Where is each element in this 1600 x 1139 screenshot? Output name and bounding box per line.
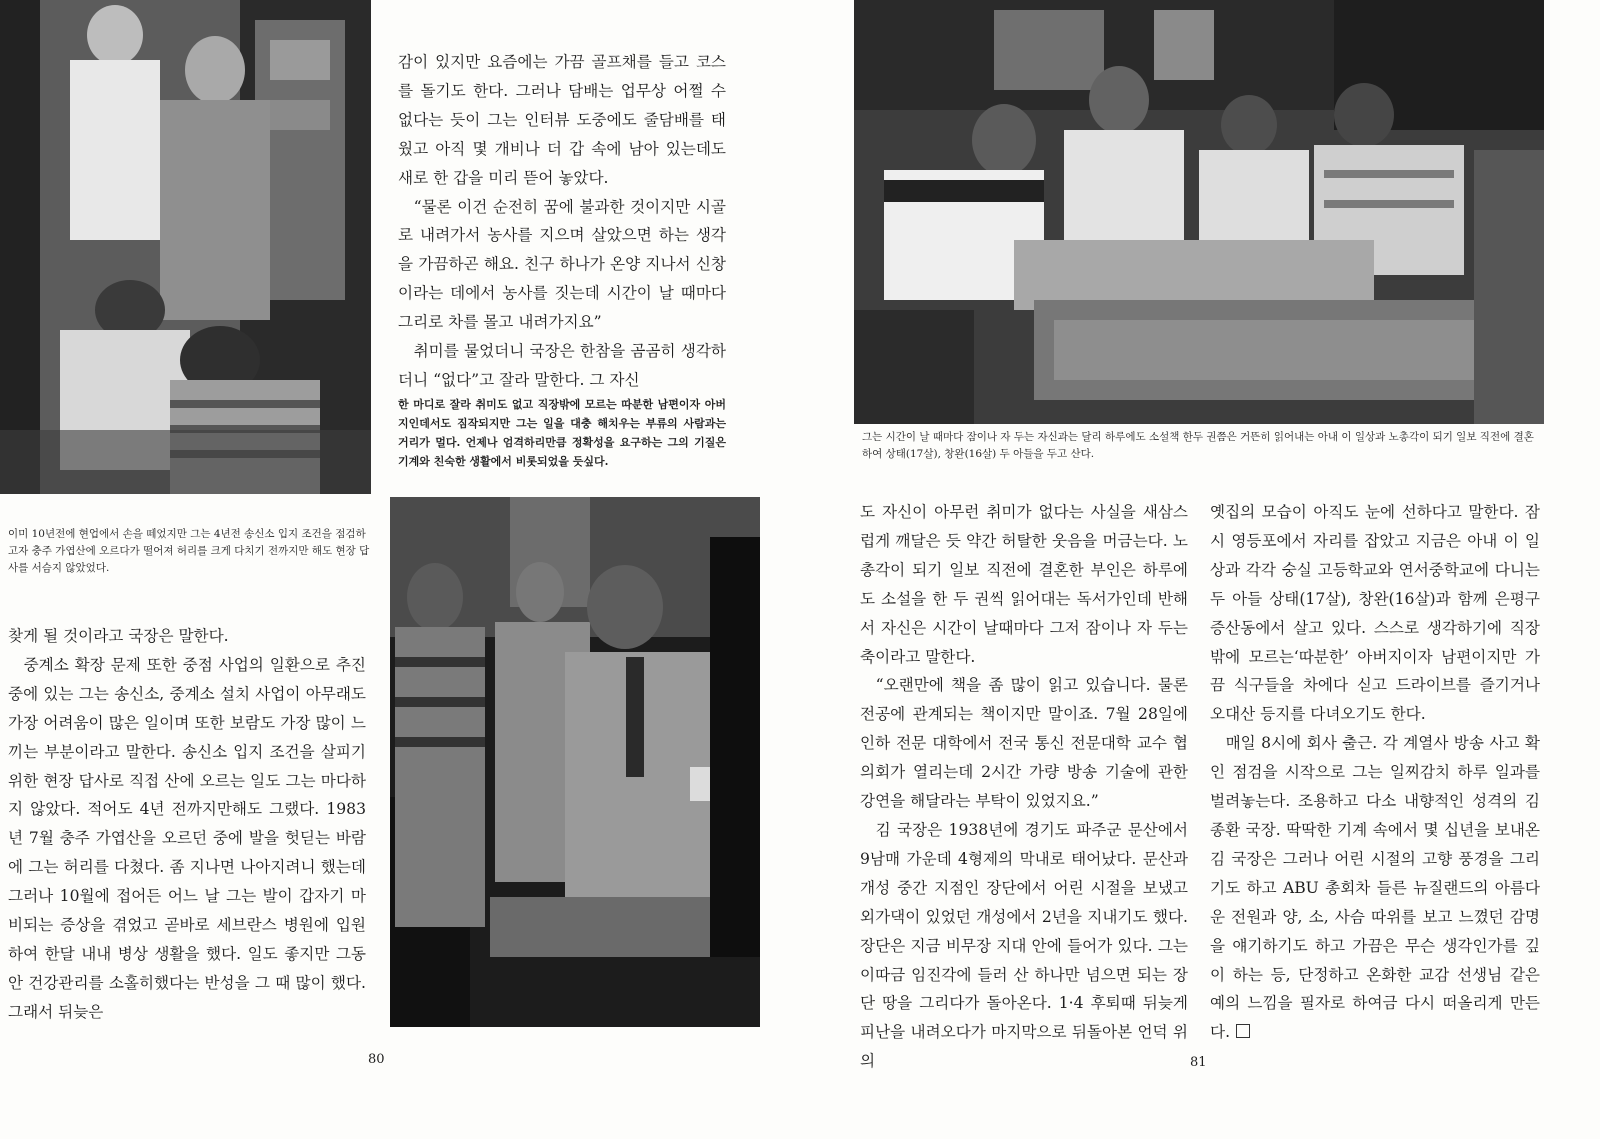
photo-caption-right: 그는 시간이 날 때마다 잠이나 자 두는 자신과는 달리 하루에도 소설책 한두 권쯤은 거뜬히 읽어내는 아내 이 일상과 노총각이 되기 일보 직전에 결혼하여 상태(17살), 창완(16살) 두 아들을 두고 산다. — [862, 431, 1534, 460]
paragraph: 취미를 물었더니 국장은 한참을 곰곰히 생각하더니 “없다”고 잘라 말한다. 그 자신 — [398, 342, 726, 389]
right-page-column-a — [860, 498, 1188, 1076]
photo-transmitter-room — [0, 0, 371, 494]
paragraph: “물론 이건 순전히 꿈에 불과한 것이지만 시골로 내려가서 농사를 지으며 살았으면 하는 생각을 가끔하곤 해요. 친구 하나가 온양 지나서 신창이라는 데에서 농사를 짓는데 시간이 날 때마다 그리로 차를 몰고 내려가지요” — [398, 197, 726, 332]
paragraph: 도 자신이 아무런 취미가 없다는 사실을 새삼스럽게 깨달은 듯 약간 허탈한 웃음을 머금는다. 노총각이 되기 일보 직전에 결혼한 부인은 하루에도 소설을 한 두 권씩 읽어대는 독서가인데 반해서 자신은 시간이 날때마다 그저 잠이나 자 두는 축이라고 말한다. — [860, 503, 1188, 666]
paragraph: “오랜만에 책을 좀 많이 읽고 있습니다. 물론 전공에 관계되는 책이지만 말이죠. 7월 28일에 인하 전문 대학에서 전국 통신 전문대학 교수 협의회가 열리는데 2시간 가량 방송 기술에 관한 강연을 해달라는 부탁이 있었지요.” — [860, 676, 1188, 811]
photo-team-inspection — [390, 497, 760, 1027]
paragraph-small: 한 마디로 잘라 취미도 없고 직장밖에 모르는 따분한 남편이자 아버지인데서도 짐작되지만 그는 일을 대충 해치우는 부류의 사람과는 거리가 멀다. 언제나 엄격하리만큼 정확성을 요구하는 그의 기질은 기계와 친숙한 생활에서 비롯되었을 듯싶다. — [398, 397, 726, 468]
paragraph: 찾게 될 것이라고 국장은 말한다. — [8, 627, 229, 645]
paragraph: 감이 있지만 요즘에는 가끔 골프채를 들고 코스를 돌기도 한다. 그러나 담배는 업무상 어쩔 수 없다는 듯이 그는 인터뷰 도중에도 줄담배를 태웠고 아직 몇 개비나 더 갑 속에 남아 있는데도 새로 한 갑을 미리 뜯어 놓았다. — [398, 53, 726, 187]
paragraph: 중계소 확장 문제 또한 중점 사업의 일환으로 추진 중에 있는 그는 송신소, 중계소 설치 사업이 아무래도 가장 어려움이 많은 일이며 또한 보람도 가장 많이 느끼는 부분이라고 말한다. 송신소 입지 조건을 살피기 위한 현장 답사로 직접 산에 오르는 일도 그는 마다하지 않았다. 적어도 4년 전까지만해도 그랬다. 1983년 7월 충주 가엽산을 오르던 중에 발을 헛딛는 바람에 그는 허리를 다쳤다. 좀 지나면 나아지려니 했는데 그러나 10월에 접어든 어느 날 그는 발이 갑자기 마비되는 증상을 겪었고 곧바로 세브란스 병원에 입원하여 한달 내내 병상 생활을 했다. 일도 좋지만 그동안 건강관리를 소홀히했다는 반성을 그 때 많이 했다. 그래서 뒤늦은 — [8, 655, 366, 1021]
paragraph-text: 매일 8시에 회사 출근. 각 계열사 방송 사고 확인 점검을 시작으로 그는 일찌감치 하루 일과를 벌려놓는다. 조용하고 다소 내향적인 성격의 김 종환 국장. 딱딱한 기계 속에서 몇 십년을 보내온 김 국장은 그러나 어린 시절의 고향 풍경을 그리기도 하고 ABU 총회차 들른 뉴질랜드의 아름다운 전원과 양, 소, 사슴 따위를 보고 느꼈던 감명을 얘기하기도 하고 가끔은 무슨 생각인가를 깊이 하는 등, 단정하고 온화한 교감 선생님 같은 예의 느낌을 필자로 하여금 다시 떠올리게 만든다. — [1210, 734, 1540, 1042]
paragraph — [1210, 729, 1540, 1047]
photo-caption-left: 이미 10년전에 현업에서 손을 떼었지만 그는 4년전 송신소 입지 조건을 점검하고자 충주 가엽산에 오르다가 떨어져 허리를 크게 다치기 전까지만 해도 현장 답사를 서슴지 않았었다. — [8, 528, 370, 574]
paragraph: 김 국장은 1938년에 경기도 파주군 문산에서 9남매 가운데 4형제의 막내로 태어났다. 문산과 개성 중간 지점인 장단에서 어린 시절을 보냈고 외가댁이 있었던 개성에서 2년을 지내기도 했다. 장단은 지금 비무장 지대 안에 들어가 있다. 그는 이따금 임진각에 들러 산 하나만 넘으면 되는 장단 땅을 그리다가 돌아온다. 1·4 후퇴때 뒤늦게 피난을 내려오다가 마지막으로 뒤돌아본 언덕 위의 — [860, 820, 1188, 1071]
end-mark-icon — [1236, 1024, 1250, 1038]
page-number-left: 80 — [368, 1052, 385, 1067]
right-page-column-b — [1210, 498, 1540, 1047]
photo-family-home — [854, 0, 1544, 424]
left-page-bottom-column — [8, 622, 366, 1027]
paragraph: 옛집의 모습이 아직도 눈에 선하다고 말한다. 잠시 영등포에서 자리를 잡았고 지금은 아내 이 일상과 각각 숭실 고등학교와 연서중학교에 다니는 두 아들 상태(17살), 창완(16살)과 함께 은평구 증산동에서 살고 있다. 스스로 생각하기에 직장 밖에 모르는‘따분한’ 아버지이자 남편이지만 가끔 식구들을 차에다 싣고 드라이브를 즐기거나 오대산 등지를 다녀오기도 한다. — [1210, 503, 1540, 724]
page-number-right: 81 — [1190, 1055, 1207, 1070]
left-page-top-column — [398, 48, 726, 471]
